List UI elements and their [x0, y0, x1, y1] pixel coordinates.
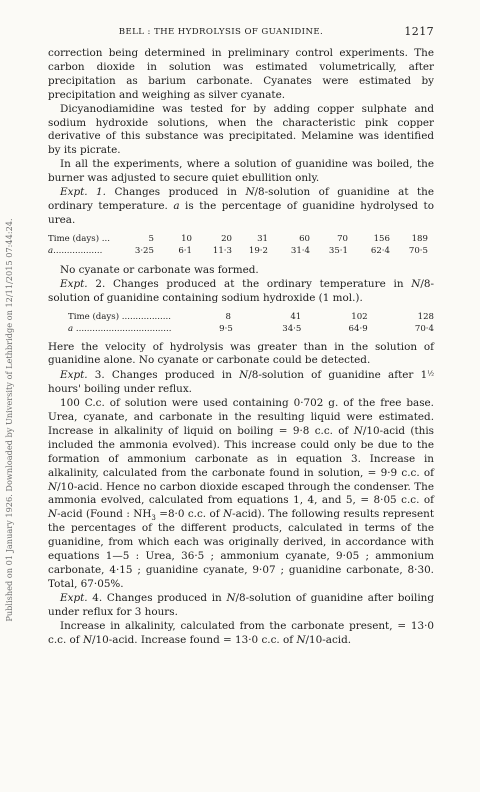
expt-3-text-a: 3. Changes produced in — [87, 369, 240, 382]
table2-cell: 102 — [351, 311, 368, 322]
table2-row-label: Time (days) .................. — [68, 311, 171, 322]
expt-1-text-b: /8-solution of guanidine at the ordinary temperature. — [48, 186, 434, 212]
subscript-3: 3 — [151, 514, 156, 523]
table2-row — [68, 323, 434, 335]
normality-symbol: N — [82, 633, 93, 646]
paragraph-expt-3-results — [48, 397, 434, 592]
expt-2-label: Expt. — [60, 277, 88, 290]
paragraph-dicyanodiamidine: Dicyanodiamidine was tested for by adding copper sulphate and sodium hydroxide solutions, when the characteristic pink copper derivative of this substance was precipitated. Melamine was identified by its picrate. — [48, 102, 434, 157]
table1-cell: 60 — [299, 233, 310, 244]
table1-row — [48, 245, 434, 257]
fraction-half: ½ — [427, 370, 434, 379]
table1-cell: 189 — [411, 233, 428, 244]
table1-cell: 35·1 — [328, 245, 348, 256]
expt-4-label: Expt. — [60, 591, 88, 604]
increase-text-b: /10-acid. Increase found = 13·0 c.c. of — [92, 633, 297, 646]
results-text-c: /10-acid. Hence no carbon dioxide escaped through the condenser. The ammonia evolved, calculated from equations 1, 4, and 5, = 8·05 c.c. of — [48, 480, 434, 507]
expt-4-text-b: /8-solution of guanidine after boiling under reflux for 3 hours. — [48, 591, 434, 618]
paragraph-experiments: In all the experiments, where a solution of guanidine was boiled, the burner was adjusted to secure quiet ebullition only. — [48, 158, 434, 185]
page-number: 1217 — [404, 25, 434, 38]
table1-row-label: a.................. — [48, 245, 103, 256]
normality-symbol: N — [411, 277, 421, 290]
table1-cell: 70 — [337, 233, 348, 244]
running-head — [48, 26, 434, 42]
expt-1-text-c: is the percentage of guanidine hydrolysed to urea. — [48, 199, 434, 226]
table2-cell: 128 — [417, 311, 435, 322]
expt-4-heading — [48, 592, 434, 620]
results-text-b: /10-acid (this included the ammonia evolved). This increase could only be due to the formation of ammonium carbonate as in equation 3. Increase in alkalinity, calculated from the carbonate found in solution, = 9·9 c.c. of — [48, 424, 434, 479]
increase-text-c: /10-acid. — [305, 633, 352, 646]
normality-symbol: N — [48, 480, 58, 493]
paragraph-velocity: Here the velocity of hydrolysis was greater than in the solution of guanidine alone. No cyanate or carbonate could be detected. — [48, 340, 434, 367]
download-watermark — [2, 70, 16, 770]
table-expt-2 — [48, 311, 434, 335]
table1-cell: 5 — [148, 233, 154, 244]
download-watermark-text: Published on 01 January 1926. Downloaded by University of Lethbridge on 12/11/2015 07:44:24. — [4, 218, 14, 622]
expt-2-text-b: /8-solution of guanidine containing sodium hydroxide (1 mol.). — [48, 277, 434, 304]
table1-row — [48, 233, 434, 245]
variable-a: a — [173, 199, 180, 212]
table2-cell: 8 — [225, 311, 231, 322]
table1-row-label: Time (days) ... — [48, 233, 110, 244]
table1-cell: 20 — [221, 233, 232, 244]
page-body — [48, 26, 434, 647]
table1-cell: 31 — [257, 233, 268, 244]
table1-cell: 11·3 — [212, 245, 232, 256]
table2-cell: 34·5 — [282, 323, 302, 334]
results-text-d: -acid (Found : NH — [57, 508, 152, 521]
table-expt-1 — [48, 233, 434, 257]
normality-symbol: N — [245, 186, 255, 199]
normality-symbol: N — [226, 591, 236, 604]
table1-cell: 6·1 — [178, 245, 192, 256]
paragraph-correction: correction being determined in preliminary control experiments. The carbon dioxide in solution was estimated volumetrically, after precipitation as barium carbonate. Cyanates were estimated by precipitation and weighing as silver cyanate. — [48, 47, 434, 101]
table2-cell: 9·5 — [219, 323, 233, 334]
expt-2-heading — [48, 278, 434, 306]
table1-cell: 70·5 — [408, 245, 428, 256]
expt-3-label: Expt. — [60, 369, 88, 382]
table2-row — [68, 311, 434, 323]
expt-1-heading — [48, 186, 434, 228]
table2-cell: 41 — [290, 311, 302, 322]
table1-cell: 62·4 — [370, 245, 390, 256]
normality-symbol: N — [222, 508, 233, 521]
expt-1-text-a: Changes produced in — [105, 186, 246, 199]
increase-text-a: Increase in alkalinity, calculated from the carbonate present, = 13·0 c.c. of — [48, 619, 434, 646]
expt-4-text-a: 4. Changes produced in — [87, 591, 227, 604]
expt-3-text-b: /8-solution of guanidine after 1 — [248, 369, 428, 382]
table1-cell: 19·2 — [248, 245, 268, 256]
results-text-a: 100 C.c. of solution were used containing 0·702 g. of the free base. Urea, cyanate, and carbonate in the resulting liquid were estimated. Increase in alkalinity of liquid on boiling = 9·8 c.c. of — [48, 397, 434, 437]
table1-cell: 31·4 — [290, 245, 310, 256]
normality-symbol: N — [48, 508, 58, 521]
results-text-e: =8·0 c.c. of — [155, 508, 223, 521]
results-text-f: -acid). The following results represent the percentages of the different products, calculated in terms of the guanidine, from which each was originally derived, in accordance with equations 1—5 : Urea, 36·5 ; ammonium cyanate, 9·05 ; ammonium carbonate, 4·15 ; guanidine cyanate, 9·07 ; guanidine carbonate, 8·30. Total, 67·05%. — [48, 508, 434, 590]
paragraph-no-cyanate: No cyanate or carbonate was formed. — [60, 263, 259, 276]
table2-cell: 70·4 — [414, 323, 434, 334]
expt-1-label: Expt. 1. — [60, 186, 106, 199]
normality-symbol: N — [353, 424, 363, 437]
table2-row-label: a ................................... — [68, 323, 172, 334]
table1-cell: 156 — [373, 233, 390, 244]
table2-cell: 64·9 — [348, 323, 368, 334]
paragraph-increase-alkalinity — [48, 620, 434, 648]
normality-symbol: N — [239, 369, 249, 382]
table1-cell: 3·25 — [134, 245, 154, 256]
expt-2-text-a: 2. Changes produced at the ordinary temperature in — [87, 277, 412, 290]
running-title: BELL : THE HYDROLYSIS OF GUANIDINE. — [118, 27, 324, 37]
expt-3-heading — [48, 368, 434, 397]
normality-symbol: N — [296, 633, 306, 646]
table1-cell: 10 — [181, 233, 192, 244]
expt-3-text-c: hours' boiling under reflux. — [48, 383, 192, 396]
